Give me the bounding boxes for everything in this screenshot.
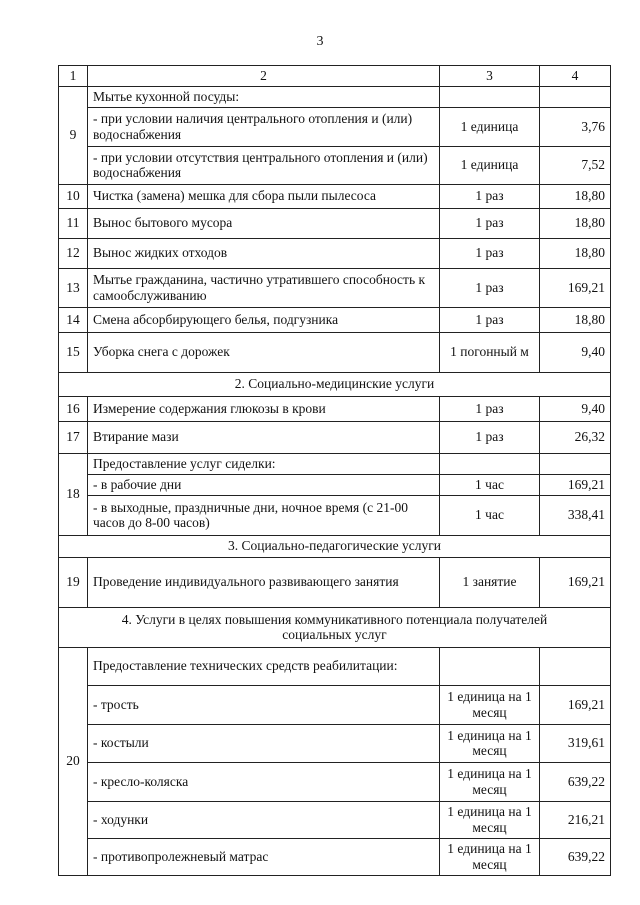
service-name: - при условии отсутствия центрального отопления и (или) водоснабжения bbox=[88, 146, 440, 184]
unit-cell: 1 час bbox=[440, 495, 540, 535]
table-row bbox=[59, 801, 611, 838]
unit-cell: 1 единица на 1 месяц bbox=[440, 801, 540, 838]
table-row bbox=[59, 453, 611, 474]
table-row bbox=[59, 332, 611, 372]
table-row bbox=[59, 107, 611, 146]
table-row bbox=[59, 762, 611, 801]
row-number: 12 bbox=[59, 238, 88, 268]
table-row bbox=[59, 724, 611, 762]
section-row bbox=[59, 372, 611, 396]
unit-cell bbox=[440, 86, 540, 107]
price-cell: 3,76 bbox=[540, 107, 611, 146]
price-cell bbox=[540, 86, 611, 107]
table-row bbox=[59, 495, 611, 535]
service-name: - костыли bbox=[88, 724, 440, 762]
unit-cell: 1 единица bbox=[440, 107, 540, 146]
row-number: 17 bbox=[59, 421, 88, 453]
table-row bbox=[59, 146, 611, 184]
unit-cell: 1 единица на 1 месяц bbox=[440, 838, 540, 875]
unit-cell: 1 раз bbox=[440, 238, 540, 268]
price-cell: 639,22 bbox=[540, 762, 611, 801]
tariff-table bbox=[58, 65, 611, 876]
row-number: 20 bbox=[59, 647, 88, 875]
unit-cell: 1 час bbox=[440, 474, 540, 495]
row-number: 16 bbox=[59, 396, 88, 421]
price-cell: 169,21 bbox=[540, 685, 611, 724]
table-row bbox=[59, 396, 611, 421]
service-name: - в выходные, праздничные дни, ночное время (с 21-00 часов до 8-00 часов) bbox=[88, 495, 440, 535]
price-cell: 18,80 bbox=[540, 208, 611, 238]
service-name: Мытье кухонной посуды: bbox=[88, 86, 440, 107]
table-row bbox=[59, 307, 611, 332]
service-name: Смена абсорбирующего белья, подгузника bbox=[88, 307, 440, 332]
unit-cell: 1 единица bbox=[440, 146, 540, 184]
section-heading: 3. Социально-педагогические услуги bbox=[59, 535, 611, 557]
row-number: 9 bbox=[59, 86, 88, 184]
price-cell: 9,40 bbox=[540, 396, 611, 421]
table-row bbox=[59, 184, 611, 208]
price-cell: 169,21 bbox=[540, 268, 611, 307]
table-row bbox=[59, 557, 611, 607]
price-cell: 169,21 bbox=[540, 474, 611, 495]
table-row bbox=[59, 421, 611, 453]
service-name: - при условии наличия центрального отопления и (или) водоснабжения bbox=[88, 107, 440, 146]
table-row bbox=[59, 474, 611, 495]
header-cell: 2 bbox=[88, 66, 440, 87]
table-row bbox=[59, 685, 611, 724]
service-name: Измерение содержания глюкозы в крови bbox=[88, 396, 440, 421]
price-cell: 18,80 bbox=[540, 184, 611, 208]
page-number: 3 bbox=[316, 34, 324, 49]
service-name: - трость bbox=[88, 685, 440, 724]
table-row bbox=[59, 838, 611, 875]
table-row bbox=[59, 238, 611, 268]
unit-cell: 1 погонный м bbox=[440, 332, 540, 372]
unit-cell: 1 единица на 1 месяц bbox=[440, 685, 540, 724]
row-number: 19 bbox=[59, 557, 88, 607]
price-cell: 18,80 bbox=[540, 238, 611, 268]
header-row bbox=[59, 66, 611, 87]
price-cell: 7,52 bbox=[540, 146, 611, 184]
service-name: Предоставление услуг сиделки: bbox=[88, 453, 440, 474]
price-cell: 26,32 bbox=[540, 421, 611, 453]
table-row bbox=[59, 208, 611, 238]
unit-cell: 1 раз bbox=[440, 208, 540, 238]
unit-cell: 1 единица на 1 месяц bbox=[440, 762, 540, 801]
section-heading: 4. Услуги в целях повышения коммуникативного потенциала получателей социальных услуг bbox=[59, 607, 611, 647]
service-name: Мытье гражданина, частично утратившего способность к самообслуживанию bbox=[88, 268, 440, 307]
row-number: 15 bbox=[59, 332, 88, 372]
service-name: Уборка снега с дорожек bbox=[88, 332, 440, 372]
price-cell bbox=[540, 647, 611, 685]
price-cell: 216,21 bbox=[540, 801, 611, 838]
service-name: - в рабочие дни bbox=[88, 474, 440, 495]
row-number: 14 bbox=[59, 307, 88, 332]
table-row bbox=[59, 647, 611, 685]
service-name: Втирание мази bbox=[88, 421, 440, 453]
header-cell: 3 bbox=[440, 66, 540, 87]
service-name: Проведение индивидуального развивающего занятия bbox=[88, 557, 440, 607]
service-name: Чистка (замена) мешка для сбора пыли пылесоса bbox=[88, 184, 440, 208]
table-row bbox=[59, 86, 611, 107]
service-name: - ходунки bbox=[88, 801, 440, 838]
row-number: 18 bbox=[59, 453, 88, 535]
unit-cell: 1 раз bbox=[440, 184, 540, 208]
unit-cell: 1 раз bbox=[440, 307, 540, 332]
header-cell: 4 bbox=[540, 66, 611, 87]
service-name: Предоставление технических средств реабилитации: bbox=[88, 647, 440, 685]
row-number: 11 bbox=[59, 208, 88, 238]
unit-cell: 1 единица на 1 месяц bbox=[440, 724, 540, 762]
price-cell: 639,22 bbox=[540, 838, 611, 875]
price-cell bbox=[540, 453, 611, 474]
row-number: 13 bbox=[59, 268, 88, 307]
service-name: - противопролежневый матрас bbox=[88, 838, 440, 875]
service-name: Вынос жидких отходов bbox=[88, 238, 440, 268]
service-name: - кресло-коляска bbox=[88, 762, 440, 801]
section-heading: 2. Социально-медицинские услуги bbox=[59, 372, 611, 396]
table-row bbox=[59, 268, 611, 307]
section-row bbox=[59, 535, 611, 557]
unit-cell: 1 раз bbox=[440, 396, 540, 421]
header-cell: 1 bbox=[59, 66, 88, 87]
service-name: Вынос бытового мусора bbox=[88, 208, 440, 238]
price-cell: 169,21 bbox=[540, 557, 611, 607]
section-row bbox=[59, 607, 611, 647]
price-cell: 18,80 bbox=[540, 307, 611, 332]
price-cell: 319,61 bbox=[540, 724, 611, 762]
price-cell: 9,40 bbox=[540, 332, 611, 372]
unit-cell: 1 раз bbox=[440, 268, 540, 307]
unit-cell bbox=[440, 453, 540, 474]
unit-cell bbox=[440, 647, 540, 685]
price-cell: 338,41 bbox=[540, 495, 611, 535]
unit-cell: 1 занятие bbox=[440, 557, 540, 607]
unit-cell: 1 раз bbox=[440, 421, 540, 453]
row-number: 10 bbox=[59, 184, 88, 208]
